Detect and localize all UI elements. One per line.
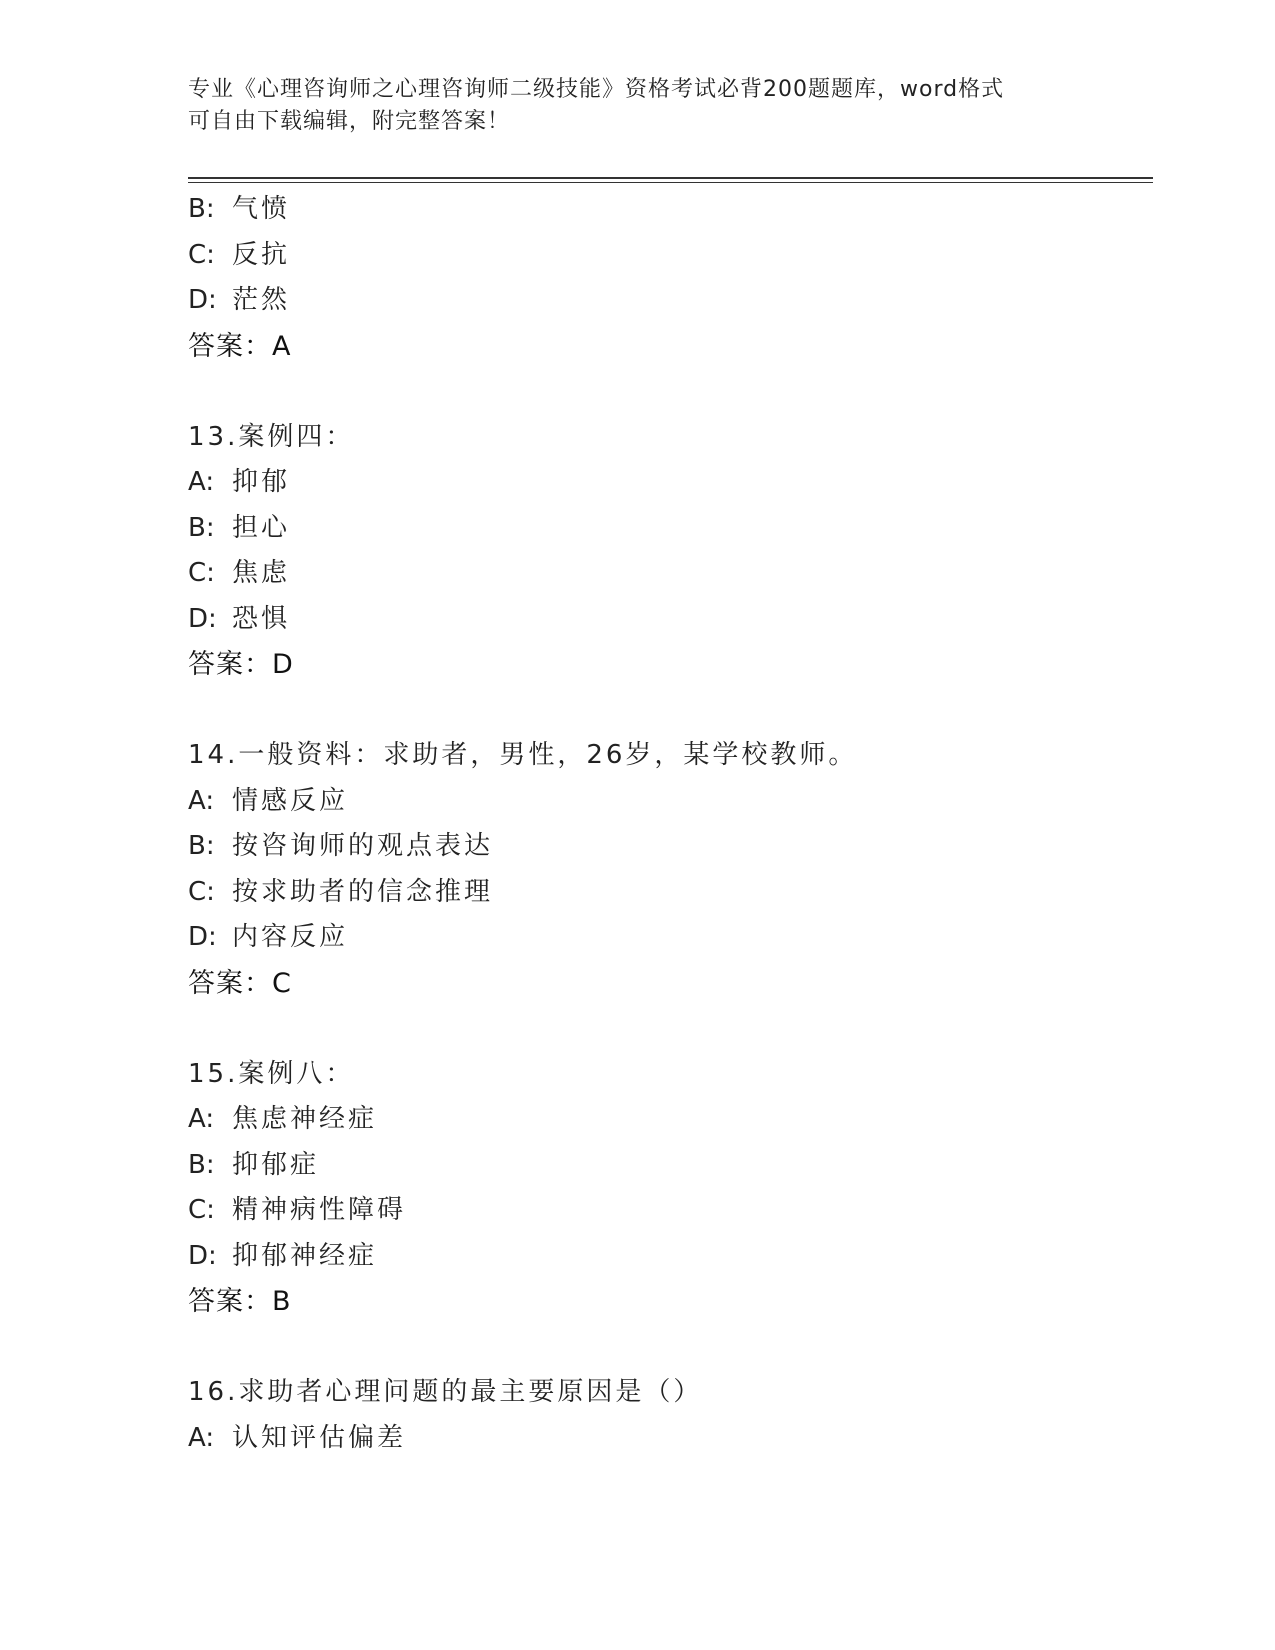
option-text: 内容反应 bbox=[232, 922, 349, 952]
option-c bbox=[188, 551, 1148, 597]
option-text: 担心 bbox=[232, 512, 291, 543]
question-15: 15.案例八： bbox=[188, 1058, 355, 1089]
document-header bbox=[188, 74, 1088, 138]
option-text: 抑郁症 bbox=[232, 1149, 320, 1180]
option-a bbox=[188, 1097, 1148, 1143]
option-a bbox=[188, 779, 1148, 825]
question-list bbox=[188, 187, 1148, 1461]
question-14: 14.一般资料：求助者，男性，26岁，某学校教师。 bbox=[188, 740, 858, 770]
header-divider-thick bbox=[188, 177, 1153, 179]
answer-line: 答案：C bbox=[188, 967, 292, 999]
option-d bbox=[188, 278, 1148, 324]
option-text: 按咨询师的观点表达 bbox=[232, 831, 494, 861]
option-c bbox=[188, 1188, 1148, 1234]
answer-line: 答案：B bbox=[188, 1286, 292, 1317]
option-text: 茫然 bbox=[232, 285, 291, 315]
spacer bbox=[188, 688, 1148, 734]
option-b bbox=[188, 824, 1148, 870]
spacer bbox=[188, 1325, 1148, 1371]
option-letter: B: bbox=[188, 831, 215, 861]
option-letter: A: bbox=[188, 1422, 215, 1453]
option-a bbox=[188, 1416, 1148, 1462]
option-letter: D: bbox=[188, 285, 217, 315]
option-letter: A: bbox=[188, 785, 215, 816]
answer-line: 答案：D bbox=[188, 649, 294, 680]
option-c bbox=[188, 870, 1148, 916]
header-line-2: 可自由下载编辑，附完整答案！ bbox=[188, 109, 511, 134]
option-text: 精神病性障碍 bbox=[232, 1195, 407, 1225]
header-line-1: 专业《心理咨询师之心理咨询师二级技能》资格考试必背200题题库，word格式 bbox=[188, 77, 1005, 102]
header-divider-thin bbox=[188, 182, 1153, 183]
option-text: 焦虑神经症 bbox=[232, 1104, 378, 1134]
option-letter: C: bbox=[188, 876, 215, 907]
option-letter: A: bbox=[188, 1104, 215, 1134]
option-text: 焦虑 bbox=[232, 558, 291, 588]
option-d bbox=[188, 915, 1148, 961]
option-letter: C: bbox=[188, 558, 215, 588]
option-letter: C: bbox=[188, 1195, 215, 1225]
spacer bbox=[188, 369, 1148, 415]
option-text: 恐惧 bbox=[232, 603, 291, 634]
option-d bbox=[188, 1234, 1148, 1280]
option-d bbox=[188, 597, 1148, 643]
option-letter: B: bbox=[188, 1149, 215, 1180]
option-letter: A: bbox=[188, 467, 215, 497]
option-letter: D: bbox=[188, 1240, 217, 1271]
option-letter: B: bbox=[188, 194, 215, 224]
option-text: 反抗 bbox=[232, 239, 291, 270]
option-letter: C: bbox=[188, 239, 215, 270]
option-letter: D: bbox=[188, 922, 217, 952]
spacer bbox=[188, 1006, 1148, 1052]
option-b bbox=[188, 1143, 1148, 1189]
option-text: 抑郁 bbox=[232, 467, 291, 497]
option-b bbox=[188, 187, 1148, 233]
question-13: 13.案例四： bbox=[188, 421, 355, 452]
option-text: 按求助者的信念推理 bbox=[232, 876, 494, 907]
answer-line: 答案：A bbox=[188, 330, 292, 362]
option-a bbox=[188, 460, 1148, 506]
option-b bbox=[188, 506, 1148, 552]
question-16: 16.求助者心理问题的最主要原因是（） bbox=[188, 1377, 703, 1407]
option-letter: D: bbox=[188, 603, 217, 634]
option-letter: B: bbox=[188, 512, 215, 543]
option-c bbox=[188, 233, 1148, 279]
option-text: 认知评估偏差 bbox=[232, 1422, 407, 1453]
option-text: 气愤 bbox=[232, 194, 291, 224]
option-text: 情感反应 bbox=[232, 785, 349, 816]
option-text: 抑郁神经症 bbox=[232, 1240, 378, 1271]
